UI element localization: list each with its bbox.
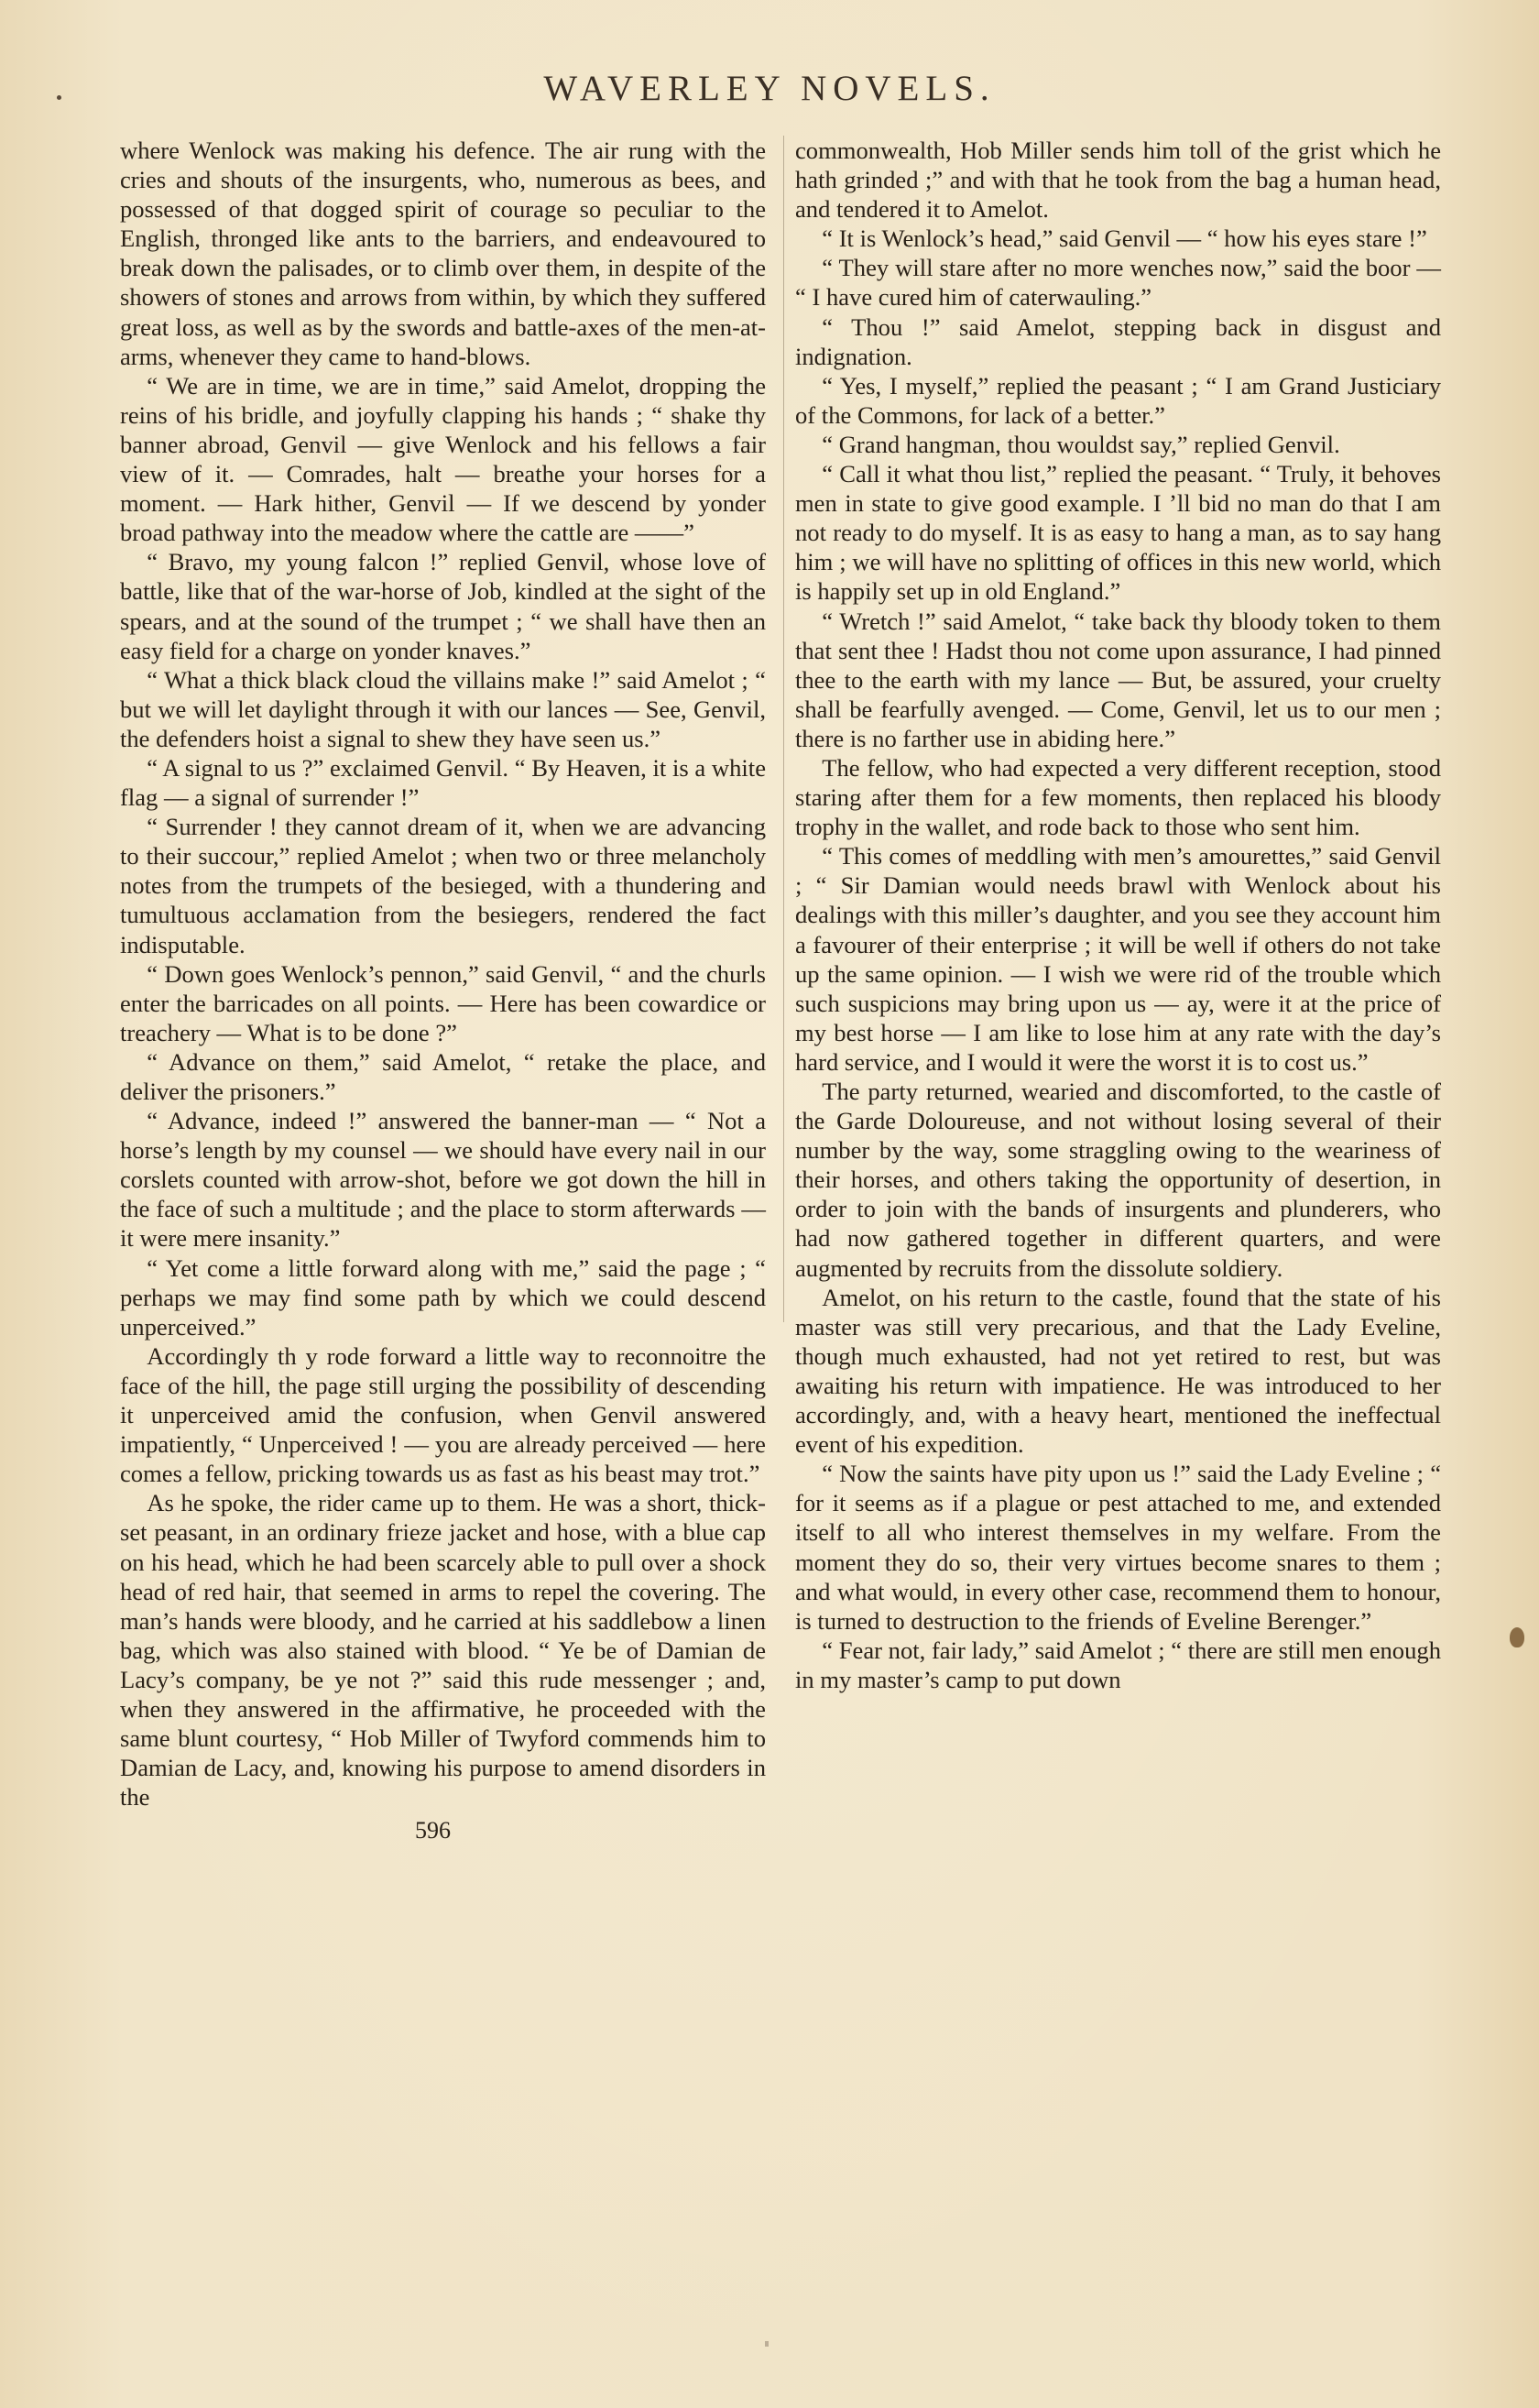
left-column bbox=[120, 136, 766, 1811]
paragraph: The fellow, who had expected a very different reception, stood staring after them for a few moments, then replaced his bloody trophy in the wallet, and rode back to those who sent him. bbox=[795, 753, 1441, 841]
paragraph: Accordingly th y rode forward a little way to reconnoitre the face of the hill, the page still urging the possibility of descending it unperceived amid the confusion, when Genvil answered impatiently, “ Unperceived ! — you are already perceived — here comes a fellow, pricking towards us as fast as his beast may trot.” bbox=[120, 1341, 766, 1488]
paragraph: “ What a thick black cloud the villains make !” said Amelot ; “ but we will let daylight through it with our lances — See, Genvil, the defenders hoist a signal to shew they have seen us.” bbox=[120, 665, 766, 752]
paper-speck bbox=[765, 2341, 769, 2347]
ink-stain bbox=[1510, 1627, 1524, 1647]
paragraph: commonwealth, Hob Miller sends him toll of the grist which he hath grinded ;” and with that he took from the bag a human head, and tendered it to Amelot. bbox=[795, 137, 1441, 224]
paragraph: “ Grand hangman, thou wouldst say,” replied Genvil. bbox=[822, 430, 1340, 458]
paragraph: “ Now the saints have pity upon us !” said the Lady Eveline ; “ for it seems as if a plague or pest attached to me, and extended itself to all who interest themselves in my welfare. From the moment they do so, their very virtues become snares to them ; and what would, in every other case, recommend them to honour, is turned to destruction to the friends of Eveline Berenger.” bbox=[795, 1460, 1441, 1635]
paragraph: “ Call it what thou list,” replied the peasant. “ Truly, it behoves men in state to give good example. I ’ll bid no man do that I am not ready to do myself. It is as easy to hang a man, as to say hang him ; we will have no splitting of offices in this new world, which is happily set up in old England.” bbox=[795, 460, 1441, 606]
paragraph: “ Down goes Wenlock’s pennon,” said Genvil, “ and the churls enter the barricades on all points. — Here has been cowardice or treachery — What is to be done ?” bbox=[120, 959, 766, 1046]
running-header: WAVERLEY NOVELS. bbox=[543, 69, 996, 108]
page-number: 596 bbox=[415, 1817, 451, 1844]
paragraph: The party returned, wearied and discomforted, to the castle of the Garde Doloureuse, and not without losing several of their number by the way, some straggling owing to the weariness of their horses, and others taking the opportunity of desertion, in order to join with the bands of insurgents and plunderers, who had now gathered together in different quarters, and were augmented by recruits from the dissolute soldiery. bbox=[795, 1078, 1441, 1282]
paragraph: “ We are in time, we are in time,” said Amelot, dropping the reins of his bridle, and joyfully clapping his hands ; “ shake thy banner abroad, Genvil — give Wenlock and his fellows a fair view of it. — Comrades, halt — breathe your horses for a moment. — Hark hither, Genvil — If we descend by yonder broad pathway into the meadow where the cattle are ——” bbox=[120, 371, 766, 547]
paragraph: Amelot, on his return to the castle, found that the state of his master was still very precarious, and that the Lady Eveline, though much exhausted, had not yet retired to rest, but was awaiting his return with impatience. He was introduced to her accordingly, and, with a heavy heart, mentioned the ineffectual event of his expedition. bbox=[795, 1283, 1441, 1459]
paragraph: “ Surrender ! they cannot dream of it, when we are advancing to their succour,” replied Amelot ; when two or three melancholy notes from the trumpets of the besieged, with a thundering and tumultuous acclamation from the besiegers, rendered the fact indisputable. bbox=[120, 813, 766, 958]
right-column bbox=[795, 136, 1441, 1694]
paragraph: “ Yet come a little forward along with me,” said the page ; “ perhaps we may find some path by which we could descend unperceived.” bbox=[120, 1253, 766, 1341]
column-divider bbox=[783, 136, 784, 1322]
paragraph: where Wenlock was making his defence. The air rung with the cries and shouts of the insurgents, who, numerous as bees, and possessed of that dogged spirit of courage so peculiar to the English, thronged like ants to the barriers, and endeavoured to break down the palisades, or to climb over them, in despite of the showers of stones and arrows from within, by which they suffered great loss, as well as by the swords and battle-axes of the men-at-arms, whenever they came to hand-blows. bbox=[120, 137, 766, 370]
paragraph: “ A signal to us ?” exclaimed Genvil. “ By Heaven, it is a white flag — a signal of surrender !” bbox=[120, 753, 766, 812]
paragraph: “ Advance on them,” said Amelot, “ retake the place, and deliver the prisoners.” bbox=[120, 1047, 766, 1105]
paragraph: “ Thou !” said Amelot, stepping back in disgust and indignation. bbox=[795, 312, 1441, 370]
paragraph: As he spoke, the rider came up to them. He was a short, thick-set peasant, in an ordinary frieze jacket and hose, with a blue cap on his head, which he had been scarcely able to pull over a shock head of red hair, that seemed in arms to repel the covering. The man’s hands were bloody, and he carried at his saddlebow a linen bag, which was also stained with blood. “ Ye be of Damian de Lacy’s company, be ye not ?” said this rude messenger ; and, when they answered in the affirmative, he proceeded with the same blunt courtesy, “ Hob Miller of Twyford commends him to Damian de Lacy, and, knowing his purpose to amend disorders in the bbox=[120, 1489, 766, 1811]
paragraph: “ Fear not, fair lady,” said Amelot ; “ there are still men enough in my master’s camp to put down bbox=[795, 1636, 1441, 1693]
paragraph: “ They will stare after no more wenches now,” said the boor — “ I have cured him of caterwauling.” bbox=[795, 254, 1441, 312]
paragraph: “ Yes, I myself,” replied the peasant ; “ I am Grand Justiciary of the Commons, for lack of a better.” bbox=[795, 371, 1441, 429]
paragraph: “ Advance, indeed !” answered the banner-man — “ Not a horse’s length by my counsel — we should have every nail in our corslets counted with arrow-shot, before we got down the hill in the face of such a multitude ; and the place to storm afterwards — it were mere insanity.” bbox=[120, 1107, 766, 1253]
paragraph: “ This comes of meddling with men’s amourettes,” said Genvil ; “ Sir Damian would needs brawl with Wenlock about his dealings with this miller’s daughter, and you see they account him a favourer of their enterprise ; it will be well if others do not take up the same opinion. — I wish we were rid of the trouble which such suspicions may bring upon us — ay, were it at the price of my best horse — I am like to lose him at any rate with the day’s hard service, and I would it were the worst it is to cost us.” bbox=[795, 842, 1441, 1076]
paragraph: “ It is Wenlock’s head,” said Genvil — “ how his eyes stare !” bbox=[822, 224, 1427, 253]
paragraph: “ Bravo, my young falcon !” replied Genvil, whose love of battle, like that of the war-horse of Job, kindled at the sight of the spears, and at the sound of the trumpet ; “ we shall have then an easy field for a charge on yonder knaves.” bbox=[120, 548, 766, 664]
paragraph: “ Wretch !” said Amelot, “ take back thy bloody token to them that sent thee ! Hadst thou not come upon assurance, I had pinned thee to the earth with my lance — But, be assured, your cruelty shall be fearfully avenged. — Come, Genvil, let us to our men ; there is no farther use in abiding here.” bbox=[795, 607, 1441, 752]
